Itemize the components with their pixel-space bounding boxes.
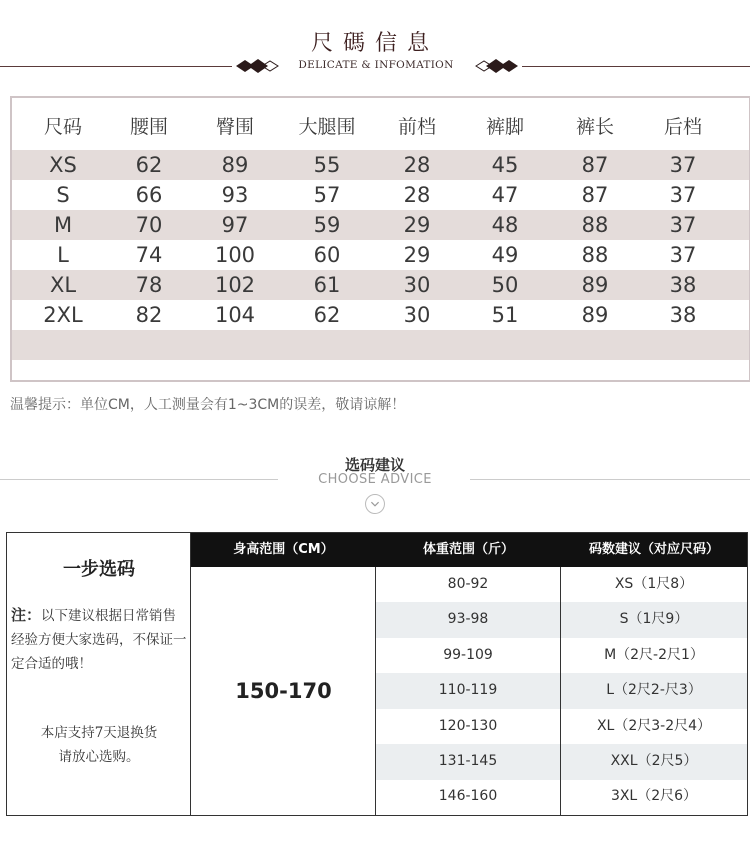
table-cell: 2XL xyxy=(43,303,83,327)
store-policy-line: 请放心选购。 xyxy=(58,749,140,765)
table-cell: 38 xyxy=(669,303,697,327)
table-cell: 87 xyxy=(581,153,609,177)
table-cell: 38 xyxy=(669,273,697,297)
table-cell: 50 xyxy=(491,273,519,297)
note-text: 以下建议根据日常销售经验方便大家选码，不保证一定合适的哦！ xyxy=(11,608,187,672)
size-suggestion-cell: M（2尺-2尺1） xyxy=(604,647,704,663)
table-cell: 55 xyxy=(313,153,341,177)
table-cell: 100 xyxy=(214,243,256,267)
size-advice-table xyxy=(6,532,748,816)
column-header: 裤长 xyxy=(575,116,614,138)
table-cell: 82 xyxy=(135,303,163,327)
table-cell: 37 xyxy=(669,183,697,207)
size-info-title: 尺碼信息 xyxy=(310,31,439,56)
table-cell: M xyxy=(53,213,73,237)
table-cell: L xyxy=(57,243,69,267)
table-cell: 66 xyxy=(135,183,163,207)
measurement-tip: 温馨提示：单位CM，人工测量会有1~3CM的误差，敬请谅解！ xyxy=(10,397,406,413)
column-header: 腰围 xyxy=(129,116,168,138)
column-header: 前档 xyxy=(397,116,436,138)
table-cell: 59 xyxy=(313,213,341,237)
table-cell: 70 xyxy=(135,213,163,237)
table-cell: 89 xyxy=(581,273,609,297)
table-row-empty xyxy=(12,330,749,360)
chevron-down-icon xyxy=(365,494,385,514)
table-cell: 62 xyxy=(135,153,163,177)
table-row xyxy=(12,210,749,240)
weight-cell: 110-119 xyxy=(376,673,560,709)
weight-cell: 80-92 xyxy=(447,576,489,592)
weight-cell: 146-160 xyxy=(438,788,498,804)
size-suggestion-cell: L（2尺2-尺3） xyxy=(561,673,747,709)
size-suggestion-cell: XXL（2尺5） xyxy=(561,744,747,780)
table-cell: 88 xyxy=(581,243,609,267)
size-info-subtitle: DELICATE & INFOMATION xyxy=(298,59,454,71)
table-cell: 89 xyxy=(581,303,609,327)
table-cell: 74 xyxy=(135,243,163,267)
diamond-ornament-icon xyxy=(474,58,520,74)
one-step-title: 一步选码 xyxy=(63,559,135,580)
divider-line xyxy=(0,66,232,67)
table-cell: 88 xyxy=(581,213,609,237)
size-table-header xyxy=(12,112,749,142)
table-cell: 97 xyxy=(221,213,249,237)
weight-cell: 93-98 xyxy=(376,602,560,638)
table-cell: 37 xyxy=(669,213,697,237)
table-row xyxy=(12,180,749,210)
table-cell: 49 xyxy=(491,243,519,267)
store-policy-line: 本店支持7天退换货 xyxy=(40,725,158,741)
height-range-header: 身高范围（CM） xyxy=(191,533,376,567)
choose-advice-subtitle: CHOOSE ADVICE xyxy=(318,472,432,487)
divider-line xyxy=(522,66,750,67)
table-cell: 93 xyxy=(221,183,249,207)
table-cell: XS xyxy=(49,153,77,177)
table-cell: 89 xyxy=(221,153,249,177)
weight-cell: 99-109 xyxy=(443,647,493,663)
table-cell: 48 xyxy=(491,213,519,237)
size-suggestion-cell: 3XL（2尺6） xyxy=(610,788,698,804)
size-suggestion-cell: S（1尺9） xyxy=(561,602,747,638)
table-cell: 60 xyxy=(313,243,341,267)
table-cell: 28 xyxy=(403,183,431,207)
advice-left-panel xyxy=(7,533,191,815)
choose-advice-title: 选码建议 xyxy=(344,456,405,474)
weight-column xyxy=(376,567,561,815)
weight-cell: 120-130 xyxy=(438,718,498,734)
size-suggestion-header: 码数建议（对应尺码） xyxy=(561,533,747,567)
table-cell: 102 xyxy=(214,273,256,297)
table-cell: 57 xyxy=(313,183,341,207)
table-cell: 51 xyxy=(491,303,519,327)
store-policy xyxy=(7,721,191,769)
size-table xyxy=(10,96,750,382)
note-label: 注： xyxy=(11,606,42,624)
advice-note xyxy=(11,603,189,676)
table-cell: 30 xyxy=(403,273,431,297)
column-header: 臀围 xyxy=(215,116,254,138)
diamond-ornament-icon xyxy=(234,58,280,74)
table-cell: 28 xyxy=(403,153,431,177)
divider-line xyxy=(470,479,750,480)
weight-range-header: 体重范围（斤） xyxy=(376,533,561,567)
table-cell: 29 xyxy=(403,243,431,267)
table-cell: 78 xyxy=(135,273,163,297)
table-cell: S xyxy=(56,183,70,207)
table-row xyxy=(12,300,749,330)
column-header: 尺码 xyxy=(43,116,82,138)
column-header: 大腿围 xyxy=(298,116,356,138)
column-header: 后档 xyxy=(663,116,702,138)
height-range-value: 150-170 xyxy=(235,679,332,703)
weight-cell: 131-145 xyxy=(376,744,560,780)
column-header: 裤脚 xyxy=(485,116,524,138)
table-cell: 37 xyxy=(669,243,697,267)
table-cell: 87 xyxy=(581,183,609,207)
table-cell: 37 xyxy=(669,153,697,177)
table-cell: 61 xyxy=(313,273,341,297)
table-row xyxy=(12,270,749,300)
table-row xyxy=(12,240,749,270)
table-cell: 45 xyxy=(491,153,519,177)
size-suggestion-cell: XL（2尺3-2尺4） xyxy=(596,718,712,734)
table-cell: 30 xyxy=(403,303,431,327)
size-suggestion-column xyxy=(561,567,747,815)
height-range-cell xyxy=(191,567,376,815)
table-cell: 29 xyxy=(403,213,431,237)
table-cell: 104 xyxy=(214,303,256,327)
table-cell: 47 xyxy=(491,183,519,207)
size-suggestion-cell: XS（1尺8） xyxy=(614,576,694,592)
table-cell: 62 xyxy=(313,303,341,327)
table-cell: XL xyxy=(49,273,77,297)
table-row xyxy=(12,150,749,180)
